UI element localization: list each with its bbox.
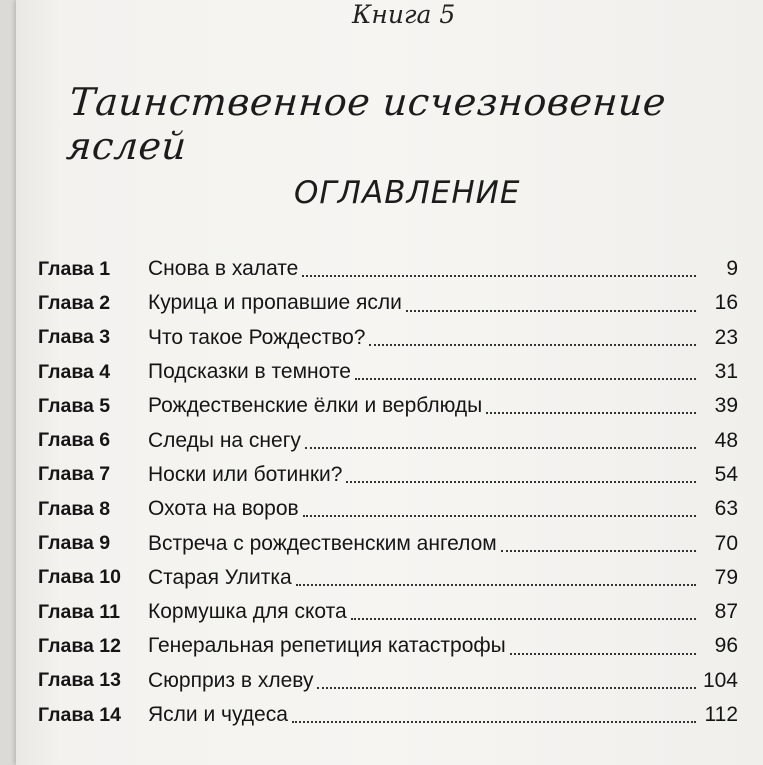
book-title: Таинственное исчезновение яслей [64,80,668,168]
toc-entry [38,595,738,629]
chapter-number: Глава 2 [38,291,111,314]
chapter-number: Глава 9 [38,532,111,555]
toc-entry [38,286,738,320]
dot-leader [355,378,696,380]
book-number-label: Книга 5 [352,0,456,29]
chapter-number: Глава 10 [38,566,121,589]
dot-leader [292,721,696,723]
chapter-number: Глава 3 [38,326,111,349]
page-number: 104 [702,668,738,692]
chapter-number: Глава 6 [38,429,111,452]
chapter-title: Курица и пропавшие ясли [148,291,402,315]
page-number: 79 [714,565,738,589]
chapter-title: Охота на воров [148,497,299,521]
chapter-number: Глава 1 [38,257,111,280]
dot-leader [317,687,696,689]
toc-entry [38,252,738,286]
chapter-title: Сюрприз в хлеву [148,668,314,692]
toc-entry [38,526,738,560]
toc-entry [38,492,738,526]
chapter-title: Подсказки в темноте [148,360,351,384]
chapter-title: Кормушка для скота [148,600,347,624]
chapter-number: Глава 8 [38,497,111,520]
chapter-number: Глава 7 [38,463,111,486]
page-number: 63 [714,497,738,521]
chapter-number: Глава 14 [38,703,121,726]
chapter-number: Глава 5 [38,394,111,417]
toc-entry [38,698,738,732]
toc-entry [38,321,738,355]
dot-leader [305,447,696,449]
toc-heading: ОГЛАВЛЕНИЕ [294,175,521,211]
dot-leader [486,412,696,414]
toc-entry [38,629,738,663]
toc-entry [38,664,738,698]
chapter-title: Следы на снегу [148,428,301,452]
chapter-title: Снова в халате [148,257,299,281]
dot-leader [296,584,696,586]
dot-leader [501,550,696,552]
page-number: 23 [714,325,738,349]
chapter-title: Носки или ботинки? [148,462,343,486]
dot-leader [510,653,696,655]
dot-leader [302,275,696,277]
page-number: 96 [714,634,738,658]
page-number: 54 [714,462,738,486]
chapter-number: Глава 13 [38,669,121,692]
chapter-number: Глава 11 [38,600,120,623]
page-number: 9 [726,257,738,281]
chapter-title: Что такое Рождество? [148,325,366,349]
toc-entry [38,423,738,457]
page-number: 87 [714,600,738,624]
table-of-contents [38,252,738,732]
page-number: 31 [714,360,738,384]
toc-entry [38,389,738,423]
chapter-number: Глава 4 [38,360,111,383]
chapter-title: Генеральная репетиция катастрофы [148,634,506,658]
book-page [16,0,763,765]
dot-leader [303,515,696,517]
toc-entry [38,355,738,389]
chapter-title: Старая Улитка [148,565,292,589]
page-number: 39 [714,394,738,418]
dot-leader [346,481,696,483]
toc-entry [38,458,738,492]
page-number: 112 [704,703,738,726]
dot-leader [406,310,696,312]
toc-entry [38,561,738,595]
chapter-title: Ясли и чудеса [148,703,288,726]
chapter-title: Встреча с рождественским ангелом [148,531,497,555]
dot-leader [369,344,696,346]
chapter-number: Глава 12 [38,634,121,657]
page-number: 48 [714,428,738,452]
dot-leader [351,618,696,620]
page-number: 70 [714,531,738,555]
chapter-title: Рождественские ёлки и верблюды [148,394,483,418]
page-number: 16 [714,291,738,315]
